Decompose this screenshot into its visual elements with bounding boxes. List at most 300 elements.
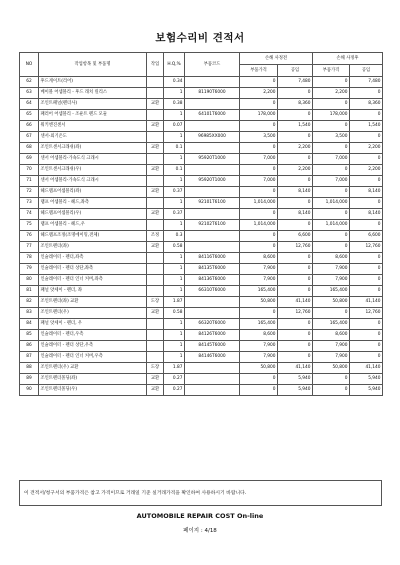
row-work-type: 교환: [147, 121, 164, 132]
row-item-name: 후드게이트(리어): [39, 77, 147, 88]
row-work-type: [147, 77, 164, 88]
row-part-code: 81190T6000: [185, 88, 240, 99]
row-price-after: 7,900: [313, 341, 350, 352]
row-price-before: 50,800: [240, 363, 278, 374]
row-no: 87: [20, 352, 39, 363]
row-work-type: [147, 110, 164, 121]
row-hqty: 0.58: [164, 242, 185, 253]
row-part-code: [185, 77, 240, 88]
row-part-code: [185, 385, 240, 396]
row-item-name: 램프 어셈블리 - 헤드,좌측: [39, 198, 147, 209]
row-labor-before: 0: [278, 220, 313, 231]
row-item-name: 인슐레이터 - 펜더,우측: [39, 330, 147, 341]
row-work-type: 도장: [147, 363, 164, 374]
row-no: 77: [20, 242, 39, 253]
row-hqty: 0.37: [164, 209, 185, 220]
row-work-type: 교환: [147, 374, 164, 385]
row-no: 63: [20, 88, 39, 99]
row-price-after: 0: [313, 231, 350, 242]
table-row: [20, 297, 383, 308]
row-labor-after: 8,140: [350, 209, 383, 220]
row-price-after: 7,000: [313, 176, 350, 187]
row-price-before: 0: [240, 143, 278, 154]
row-work-type: [147, 275, 164, 286]
row-hqty: 1: [164, 352, 185, 363]
row-price-after: 165,400: [313, 319, 350, 330]
row-labor-before: 41,140: [278, 297, 313, 308]
row-part-code: [185, 231, 240, 242]
row-labor-before: 12,760: [278, 242, 313, 253]
table-row: [20, 165, 383, 176]
row-price-before: 0: [240, 242, 278, 253]
row-no: 75: [20, 220, 39, 231]
table-row: [20, 154, 383, 165]
row-hqty: 1: [164, 110, 185, 121]
row-labor-after: 0: [350, 154, 383, 165]
row-labor-before: 0: [278, 286, 313, 297]
row-price-after: 0: [313, 209, 350, 220]
row-part-code: 92102T6100: [185, 220, 240, 231]
table-body: [20, 77, 383, 396]
row-work-type: 교환: [147, 308, 164, 319]
row-hqty: 1.87: [164, 363, 185, 374]
row-work-type: [147, 286, 164, 297]
row-hqty: 1: [164, 132, 185, 143]
row-no: 71: [20, 176, 39, 187]
row-price-after: 0: [313, 165, 350, 176]
row-labor-after: 5,940: [350, 385, 383, 396]
row-price-before: 0: [240, 374, 278, 385]
row-labor-after: 0: [350, 275, 383, 286]
row-price-before: 8,600: [240, 330, 278, 341]
row-labor-after: 0: [350, 88, 383, 99]
row-work-type: [147, 264, 164, 275]
row-labor-after: 0: [350, 220, 383, 231]
row-part-code: 95920T1000: [185, 176, 240, 187]
table-row: [20, 308, 383, 319]
row-price-before: 7,000: [240, 154, 278, 165]
row-price-before: 7,900: [240, 264, 278, 275]
row-labor-after: 5,940: [350, 374, 383, 385]
row-hqty: 1: [164, 253, 185, 264]
row-labor-before: 0: [278, 88, 313, 99]
row-labor-after: 0: [350, 286, 383, 297]
row-work-type: 교환: [147, 242, 164, 253]
row-no: 83: [20, 308, 39, 319]
row-work-type: 교환: [147, 165, 164, 176]
table-row: [20, 132, 383, 143]
table-row: [20, 143, 383, 154]
row-item-name: 조인트펜더(좌): [39, 242, 147, 253]
row-price-after: 0: [313, 121, 350, 132]
row-hqty: 1: [164, 198, 185, 209]
row-no: 79: [20, 264, 39, 275]
row-part-code: [185, 308, 240, 319]
row-hqty: 1: [164, 88, 185, 99]
row-no: 84: [20, 319, 39, 330]
header-item: 작업항목 및 부품명: [39, 53, 147, 77]
row-item-name: 조인트펜더몰딩(좌): [39, 374, 147, 385]
row-price-before: 178,000: [240, 110, 278, 121]
row-labor-before: 2,200: [278, 165, 313, 176]
row-price-before: 165,400: [240, 286, 278, 297]
row-hqty: 1: [164, 220, 185, 231]
row-work-type: [147, 352, 164, 363]
row-labor-after: 0: [350, 341, 383, 352]
row-price-before: 2,200: [240, 88, 278, 99]
table-row: [20, 330, 383, 341]
row-part-code: [185, 165, 240, 176]
row-hqty: 0.27: [164, 385, 185, 396]
row-price-after: 7,900: [313, 352, 350, 363]
row-hqty: 1: [164, 176, 185, 187]
row-hqty: 1: [164, 330, 185, 341]
row-part-code: 84136T6000: [185, 275, 240, 286]
row-part-code: 84126T6000: [185, 330, 240, 341]
table-row: [20, 231, 383, 242]
row-price-after: 3,500: [313, 132, 350, 143]
row-work-type: [147, 220, 164, 231]
row-hqty: 0.34: [164, 77, 185, 88]
row-price-before: 0: [240, 385, 278, 396]
row-price-before: 0: [240, 187, 278, 198]
row-price-before: 7,900: [240, 275, 278, 286]
row-price-before: 7,900: [240, 352, 278, 363]
row-hqty: 0.3: [164, 231, 185, 242]
row-labor-after: 7,480: [350, 77, 383, 88]
row-labor-before: 0: [278, 154, 313, 165]
row-part-code: [185, 187, 240, 198]
row-item-name: 조인트패널(펜더사): [39, 99, 147, 110]
row-labor-after: 6,600: [350, 231, 383, 242]
row-labor-before: 0: [278, 253, 313, 264]
row-price-before: 7,000: [240, 176, 278, 187]
row-part-code: 84145T6000: [185, 341, 240, 352]
header-after-assessment: 손해 사정후: [313, 53, 383, 65]
row-labor-before: 0: [278, 330, 313, 341]
row-labor-after: 8,360: [350, 99, 383, 110]
row-labor-before: 8,140: [278, 187, 313, 198]
row-price-before: 165,400: [240, 319, 278, 330]
row-item-name: 인슐레이터 - 펜더 상단,우측: [39, 341, 147, 352]
row-labor-before: 1,540: [278, 121, 313, 132]
row-hqty: 0.27: [164, 374, 185, 385]
row-price-after: 7,000: [313, 154, 350, 165]
row-no: 69: [20, 154, 39, 165]
row-labor-before: 7,480: [278, 77, 313, 88]
row-hqty: 0.1: [164, 143, 185, 154]
table-row: [20, 374, 383, 385]
row-labor-before: 0: [278, 132, 313, 143]
row-item-name: 패널 앗세이 - 펜더, 좌: [39, 286, 147, 297]
row-price-after: 1,014,000: [313, 220, 350, 231]
header-price-after: 부품가격: [313, 65, 350, 77]
row-work-type: [147, 132, 164, 143]
row-part-code: 84116T6000: [185, 253, 240, 264]
row-item-name: 인슐레이터 - 펜더 상단,좌측: [39, 264, 147, 275]
row-labor-before: 12,760: [278, 308, 313, 319]
row-labor-after: 0: [350, 352, 383, 363]
row-part-code: 84146T6000: [185, 352, 240, 363]
row-part-code: 66320T6000: [185, 319, 240, 330]
table-row: [20, 341, 383, 352]
row-labor-after: 0: [350, 264, 383, 275]
row-labor-before: 0: [278, 198, 313, 209]
row-no: 86: [20, 341, 39, 352]
row-part-code: [185, 143, 240, 154]
table-row: [20, 209, 383, 220]
row-labor-after: 12,760: [350, 308, 383, 319]
row-price-before: 0: [240, 209, 278, 220]
row-part-code: [185, 374, 240, 385]
row-price-after: 0: [313, 143, 350, 154]
table-row: [20, 110, 383, 121]
document-title: 보험수리비 견적서: [155, 32, 245, 44]
header-labor-after: 공임: [350, 65, 383, 77]
row-part-code: 64101T6000: [185, 110, 240, 121]
row-no: 68: [20, 143, 39, 154]
row-price-after: 50,800: [313, 363, 350, 374]
row-work-type: [147, 88, 164, 99]
row-labor-before: 6,600: [278, 231, 313, 242]
row-part-code: [185, 209, 240, 220]
row-no: 90: [20, 385, 39, 396]
row-labor-before: 0: [278, 264, 313, 275]
row-labor-before: 0: [278, 176, 313, 187]
header-before-assessment: 손해 사정전: [240, 53, 313, 65]
header-no: NO: [20, 53, 39, 77]
row-part-code: 96985XX000: [185, 132, 240, 143]
row-work-type: [147, 198, 164, 209]
row-no: 89: [20, 374, 39, 385]
row-labor-before: 0: [278, 110, 313, 121]
row-no: 80: [20, 275, 39, 286]
row-hqty: 0.58: [164, 308, 185, 319]
row-work-type: [147, 319, 164, 330]
row-price-after: 0: [313, 242, 350, 253]
row-price-before: 50,800: [240, 297, 278, 308]
row-work-type: 교환: [147, 385, 164, 396]
row-item-name: 조인트펜더(우) 교환: [39, 363, 147, 374]
row-item-name: 센서 어셈블리-가속도식 크래시: [39, 154, 147, 165]
row-item-name: 조인트센서크래쉬(우): [39, 165, 147, 176]
row-price-after: 1,014,000: [313, 198, 350, 209]
table-row: [20, 275, 383, 286]
row-part-code: 66310T6000: [185, 286, 240, 297]
row-hqty: 1: [164, 319, 185, 330]
row-part-code: 95920T1000: [185, 154, 240, 165]
row-hqty: 1: [164, 286, 185, 297]
row-work-type: [147, 341, 164, 352]
row-labor-after: 0: [350, 330, 383, 341]
row-work-type: 교환: [147, 209, 164, 220]
row-price-before: 3,500: [240, 132, 278, 143]
row-price-before: 7,900: [240, 341, 278, 352]
row-no: 78: [20, 253, 39, 264]
row-item-name: 인슐레이터 - 펜더,좌측: [39, 253, 147, 264]
table-row: [20, 121, 383, 132]
estimate-table: [19, 52, 383, 396]
header-hqty: H.Q,%: [164, 53, 185, 77]
row-price-after: 2,200: [313, 88, 350, 99]
row-work-type: 교환: [147, 143, 164, 154]
row-labor-after: 41,140: [350, 297, 383, 308]
row-item-name: 헤드램프조정(조명에이밍,전체): [39, 231, 147, 242]
table-row: [20, 198, 383, 209]
row-labor-before: 0: [278, 352, 313, 363]
table-row: [20, 286, 383, 297]
row-labor-after: 0: [350, 176, 383, 187]
row-part-code: [185, 297, 240, 308]
row-price-before: 0: [240, 77, 278, 88]
table-row: [20, 99, 383, 110]
row-labor-after: 8,140: [350, 187, 383, 198]
row-price-after: 8,600: [313, 253, 350, 264]
row-no: 62: [20, 77, 39, 88]
row-item-name: 워키엔진센서: [39, 121, 147, 132]
table-row: [20, 187, 383, 198]
row-price-before: 0: [240, 308, 278, 319]
row-no: 74: [20, 209, 39, 220]
row-no: 65: [20, 110, 39, 121]
row-no: 85: [20, 330, 39, 341]
row-labor-after: 0: [350, 319, 383, 330]
row-hqty: 1: [164, 341, 185, 352]
row-item-name: 센서-외기온도: [39, 132, 147, 143]
row-work-type: 교환: [147, 99, 164, 110]
row-price-after: 165,400: [313, 286, 350, 297]
table-row: [20, 220, 383, 231]
row-item-name: 인슐레이터 - 펜더 인너 커버,우측: [39, 352, 147, 363]
table-row: [20, 88, 383, 99]
header-code: 부품코드: [185, 53, 240, 77]
table-header: [20, 53, 383, 77]
row-no: 66: [20, 121, 39, 132]
row-price-after: 0: [313, 374, 350, 385]
row-hqty: 1.87: [164, 297, 185, 308]
row-work-type: 교환: [147, 187, 164, 198]
page-number: 페이지 : 4/18: [183, 528, 217, 534]
row-labor-before: 2,200: [278, 143, 313, 154]
table-row: [20, 264, 383, 275]
row-part-code: [185, 242, 240, 253]
row-item-name: 베이블 어셈블리 - 후드 래치 릴리스: [39, 88, 147, 99]
row-hqty: 0.37: [164, 187, 185, 198]
row-labor-before: 0: [278, 275, 313, 286]
row-part-code: 84135T6000: [185, 264, 240, 275]
row-hqty: 1: [164, 275, 185, 286]
row-hqty: 0.1: [164, 165, 185, 176]
row-labor-before: 0: [278, 341, 313, 352]
row-hqty: 1: [164, 264, 185, 275]
row-work-type: [147, 253, 164, 264]
table-row: [20, 319, 383, 330]
row-item-name: 램프 어셈블리 - 헤드,우: [39, 220, 147, 231]
row-no: 64: [20, 99, 39, 110]
row-no: 67: [20, 132, 39, 143]
row-no: 81: [20, 286, 39, 297]
table-row: [20, 363, 383, 374]
footer-title: AUTOMOBILE REPAIR COST On-line: [136, 512, 264, 520]
row-part-code: [185, 121, 240, 132]
row-item-name: 센서 어셈블리-가속도식 크래시: [39, 176, 147, 187]
header-work: 작업: [147, 53, 164, 77]
row-price-after: 0: [313, 385, 350, 396]
table-row: [20, 352, 383, 363]
row-part-code: [185, 363, 240, 374]
row-price-after: 7,900: [313, 264, 350, 275]
row-no: 82: [20, 297, 39, 308]
header-price-before: 부품가격: [240, 65, 278, 77]
table-row: [20, 77, 383, 88]
row-work-type: [147, 154, 164, 165]
table-row: [20, 253, 383, 264]
table-row: [20, 176, 383, 187]
row-hqty: 0.38: [164, 99, 185, 110]
row-labor-after: 2,200: [350, 165, 383, 176]
row-price-before: 0: [240, 99, 278, 110]
row-hqty: 1: [164, 154, 185, 165]
row-item-name: 조인트펜더몰딩(우): [39, 385, 147, 396]
row-labor-after: 0: [350, 132, 383, 143]
row-price-after: 0: [313, 187, 350, 198]
row-item-name: 헤드램프어셈블리(우): [39, 209, 147, 220]
row-labor-after: 0: [350, 198, 383, 209]
row-item-name: 패널 앗세이 - 펜더, 우: [39, 319, 147, 330]
row-price-after: 178,000: [313, 110, 350, 121]
header-labor-before: 공임: [278, 65, 313, 77]
row-labor-before: 41,140: [278, 363, 313, 374]
row-labor-after: 12,760: [350, 242, 383, 253]
table-row: [20, 385, 383, 396]
row-no: 88: [20, 363, 39, 374]
row-item-name: 조인트펜더(좌) 교환: [39, 297, 147, 308]
row-labor-after: 2,200: [350, 143, 383, 154]
row-labor-before: 5,940: [278, 374, 313, 385]
row-price-before: 1,014,000: [240, 220, 278, 231]
row-no: 70: [20, 165, 39, 176]
row-price-before: 0: [240, 231, 278, 242]
row-labor-before: 8,360: [278, 99, 313, 110]
disclaimer-note: 이 견적서/청구서의 부품가격은 참고 가격이므로 거래일 기준 실거래가격을 확인하여 사용하시기 바랍니다.: [19, 480, 382, 506]
table-row: [20, 242, 383, 253]
row-price-after: 0: [313, 77, 350, 88]
row-labor-after: 0: [350, 110, 383, 121]
row-part-code: [185, 99, 240, 110]
row-price-before: 0: [240, 121, 278, 132]
row-price-after: 8,600: [313, 330, 350, 341]
row-work-type: [147, 176, 164, 187]
row-no: 76: [20, 231, 39, 242]
row-item-name: 헤드램프어셈블리(좌): [39, 187, 147, 198]
row-price-before: 1,014,000: [240, 198, 278, 209]
row-labor-after: 1,540: [350, 121, 383, 132]
row-labor-before: 8,140: [278, 209, 313, 220]
row-price-after: 0: [313, 308, 350, 319]
row-item-name: 조인트센서크래쉬(좌): [39, 143, 147, 154]
row-item-name: 인슐레이터 - 펜더 인너 커버,좌측: [39, 275, 147, 286]
row-price-after: 50,800: [313, 297, 350, 308]
row-labor-after: 41,140: [350, 363, 383, 374]
row-part-code: 92101T6100: [185, 198, 240, 209]
row-work-type: 도장: [147, 297, 164, 308]
row-price-after: 7,900: [313, 275, 350, 286]
row-no: 73: [20, 198, 39, 209]
row-item-name: 패러어 어셈블리 - 조운트 펜드 모듈: [39, 110, 147, 121]
row-price-before: 8,600: [240, 253, 278, 264]
row-hqty: 0.07: [164, 121, 185, 132]
row-no: 72: [20, 187, 39, 198]
